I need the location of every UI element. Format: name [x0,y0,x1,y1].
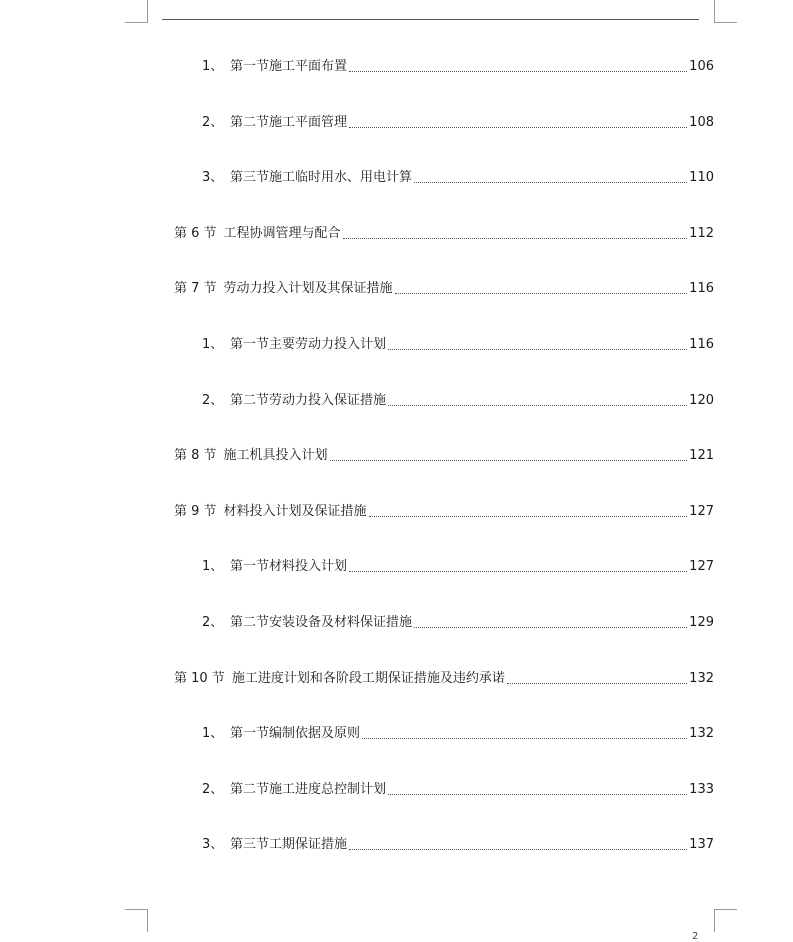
toc-entry-page: 120 [689,393,714,408]
toc-dot-leader [349,571,687,572]
toc-entry-page: 121 [689,448,714,463]
toc-dot-leader [369,516,688,517]
toc-entry-number: 2、 [202,115,224,130]
toc-entry-number: 第 10 节 [174,671,225,686]
toc-entry-number: 第 9 节 [174,504,217,519]
toc-entry-title: 施工进度计划和各阶段工期保证措施及违约承诺 [231,671,505,686]
toc-entry-title: 施工机具投入计划 [223,448,328,463]
crop-mark-bottom-left [125,909,148,932]
toc-dot-leader [349,71,687,72]
toc-entry-page: 132 [689,726,714,741]
toc-entry[interactable] [202,335,714,353]
toc-dot-leader [388,405,687,406]
toc-entry-number: 3、 [202,170,224,185]
toc-entry-title: 第三节工期保证措施 [230,837,348,852]
toc-entry-page: 127 [689,504,714,519]
header-rule [162,19,699,20]
toc-entry-number: 第 6 节 [174,226,217,241]
crop-mark-top-left [125,0,148,23]
toc-entry-number: 1、 [202,337,224,352]
toc-entry-title: 第一节施工平面布置 [230,59,348,74]
toc-entry[interactable] [202,780,714,798]
crop-mark-top-right [714,0,737,23]
toc-entry-number: 1、 [202,726,224,741]
toc-entry-page: 116 [689,337,714,352]
toc-entry[interactable] [202,557,714,575]
toc-entry-title: 工程协调管理与配合 [223,226,341,241]
toc-entry-title: 第一节编制依据及原则 [230,726,361,741]
toc-dot-leader [395,293,688,294]
toc-dot-leader [349,127,687,128]
toc-entry-page: 132 [689,671,714,686]
toc-entry-page: 133 [689,782,714,797]
toc-entry[interactable] [202,113,714,131]
toc-entry-number: 3、 [202,837,224,852]
toc-entry[interactable] [202,168,714,186]
toc-entry-page: 108 [689,115,714,130]
toc-entry[interactable] [202,724,714,742]
toc-entry-title: 第二节施工进度总控制计划 [230,782,387,797]
toc-entry-page: 106 [689,59,714,74]
toc-entry-title: 劳动力投入计划及其保证措施 [223,281,393,296]
toc-entry-number: 2、 [202,393,224,408]
toc-entry-title: 第二节施工平面管理 [230,115,348,130]
toc-entry[interactable] [202,57,714,75]
toc-entry-title: 第一节主要劳动力投入计划 [230,337,387,352]
toc-dot-leader [388,349,687,350]
toc-entry-number: 2、 [202,615,224,630]
toc-dot-leader [330,460,688,461]
toc-dot-leader [388,794,687,795]
toc-entry-page: 112 [689,226,714,241]
toc-entry-title: 第二节安装设备及材料保证措施 [230,615,413,630]
toc-dot-leader [414,627,687,628]
toc-entry[interactable] [174,502,714,520]
toc-entry-page: 137 [689,837,714,852]
toc-entry-number: 第 8 节 [174,448,217,463]
toc-entry-page: 127 [689,559,714,574]
toc-entry-number: 2、 [202,782,224,797]
toc-dot-leader [349,849,687,850]
toc-dot-leader [362,738,687,739]
toc-entry-title: 第二节劳动力投入保证措施 [230,393,387,408]
toc-entry-title: 第三节施工临时用水、用电计算 [230,170,413,185]
toc-entry-page: 129 [689,615,714,630]
toc-entry[interactable] [202,391,714,409]
toc-entry-title: 第一节材料投入计划 [230,559,348,574]
toc-entry-page: 110 [689,170,714,185]
toc-entry-number: 1、 [202,559,224,574]
toc-dot-leader [507,683,687,684]
crop-mark-bottom-right [714,909,737,932]
toc-entry[interactable] [174,279,714,297]
toc-entry[interactable] [202,835,714,853]
toc-entry-number: 1、 [202,59,224,74]
toc-entry-number: 第 7 节 [174,281,217,296]
toc-entry-title: 材料投入计划及保证措施 [223,504,367,519]
toc-dot-leader [343,238,688,239]
page-number: 2 [692,931,699,942]
toc-dot-leader [414,182,687,183]
toc-entry[interactable] [174,446,714,464]
toc-entry[interactable] [174,669,714,687]
toc-entry[interactable] [202,613,714,631]
toc-entry[interactable] [174,224,714,242]
toc-entry-page: 116 [689,281,714,296]
